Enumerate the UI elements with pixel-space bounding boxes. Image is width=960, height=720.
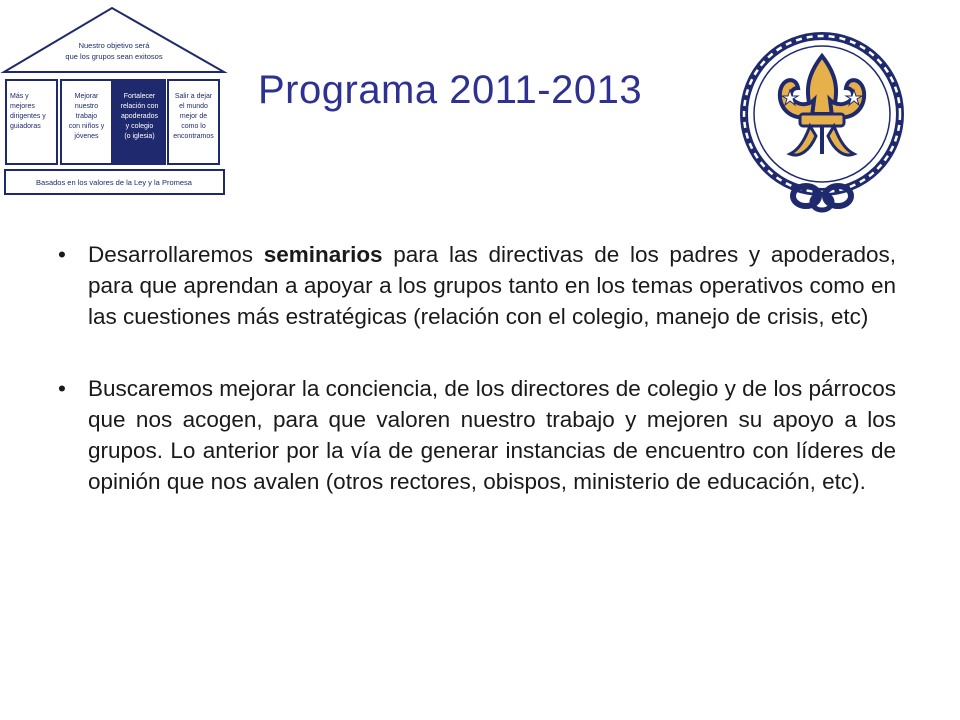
house-pillar-text: con niños y [68,123,105,130]
house-pillar-text: Más y [10,93,29,100]
bullet-item [58,374,896,497]
house-pillars [6,80,219,164]
roof-text-2: que los grupos sean exitosos [65,52,163,61]
bullet-item [58,240,896,332]
page-title: Programa 2011-2013 [258,68,643,112]
base-text: Basados en los valores de la Ley y la Promesa [36,178,192,187]
bullet-marker: • [58,242,66,267]
house-pillar-text: mejores [10,103,35,110]
house-roof [4,8,224,72]
fleur-de-lis-icon [738,26,906,214]
bullet-text [88,374,896,497]
house-pillar-text: (o iglesia) [124,133,155,140]
house-pillar-text: Salir a dejar [174,93,213,100]
house-pillar-text: trabajo [75,113,98,120]
objectives-house-diagram [0,0,230,200]
bullet-text-bold: seminarios [263,242,383,267]
scout-emblem-logo [738,26,906,214]
house-pillar-text: apoderados [121,113,158,120]
house-pillar-text: como lo [181,123,206,130]
house-pillar-text: y colegio [125,123,154,130]
bullet-text-post: para las directivas de los padres y apoderados, para que aprendan a apoyar a los grupos tanto en los temas operativos como en las cuestiones más estratégicas (relación con el colegio, manejo de crisis, etc) [88,242,896,329]
house-pillar-text: encontramos [173,133,214,140]
house-pillar-text: el mundo [179,103,208,110]
house-svg [0,0,230,200]
bullet-text-pre: Desarrollaremos [88,242,264,267]
bullet-list [58,240,896,540]
bullet-text [88,240,896,332]
house-pillar-text: jóvenes [74,133,99,140]
house-pillar-text: mejor de [179,113,208,120]
house-pillar-text: Fortalecer [123,93,156,100]
bullet-text-pre: Buscaremos mejorar la conciencia, de los directores de colegio y de los párrocos que nos acogen, para que valoren nuestro trabajo y mejoren su apoyo a los grupos. Lo anterior por la vía de generar instancias de encuentro con líderes de opinión que nos avalen (otros rectores, obispos, ministerio de educación, etc). [88,376,896,494]
house-pillar-text: Mejorar [74,93,99,100]
bullet-marker: • [58,376,66,402]
house-pillar-text: nuestro [74,103,99,110]
roof-text-1: Nuestro objetivo será [78,41,150,50]
house-pillar-text: relación con [120,103,159,110]
house-pillar-text: dirigentes y [10,113,46,120]
house-pillar-text: guiadoras [10,123,41,130]
